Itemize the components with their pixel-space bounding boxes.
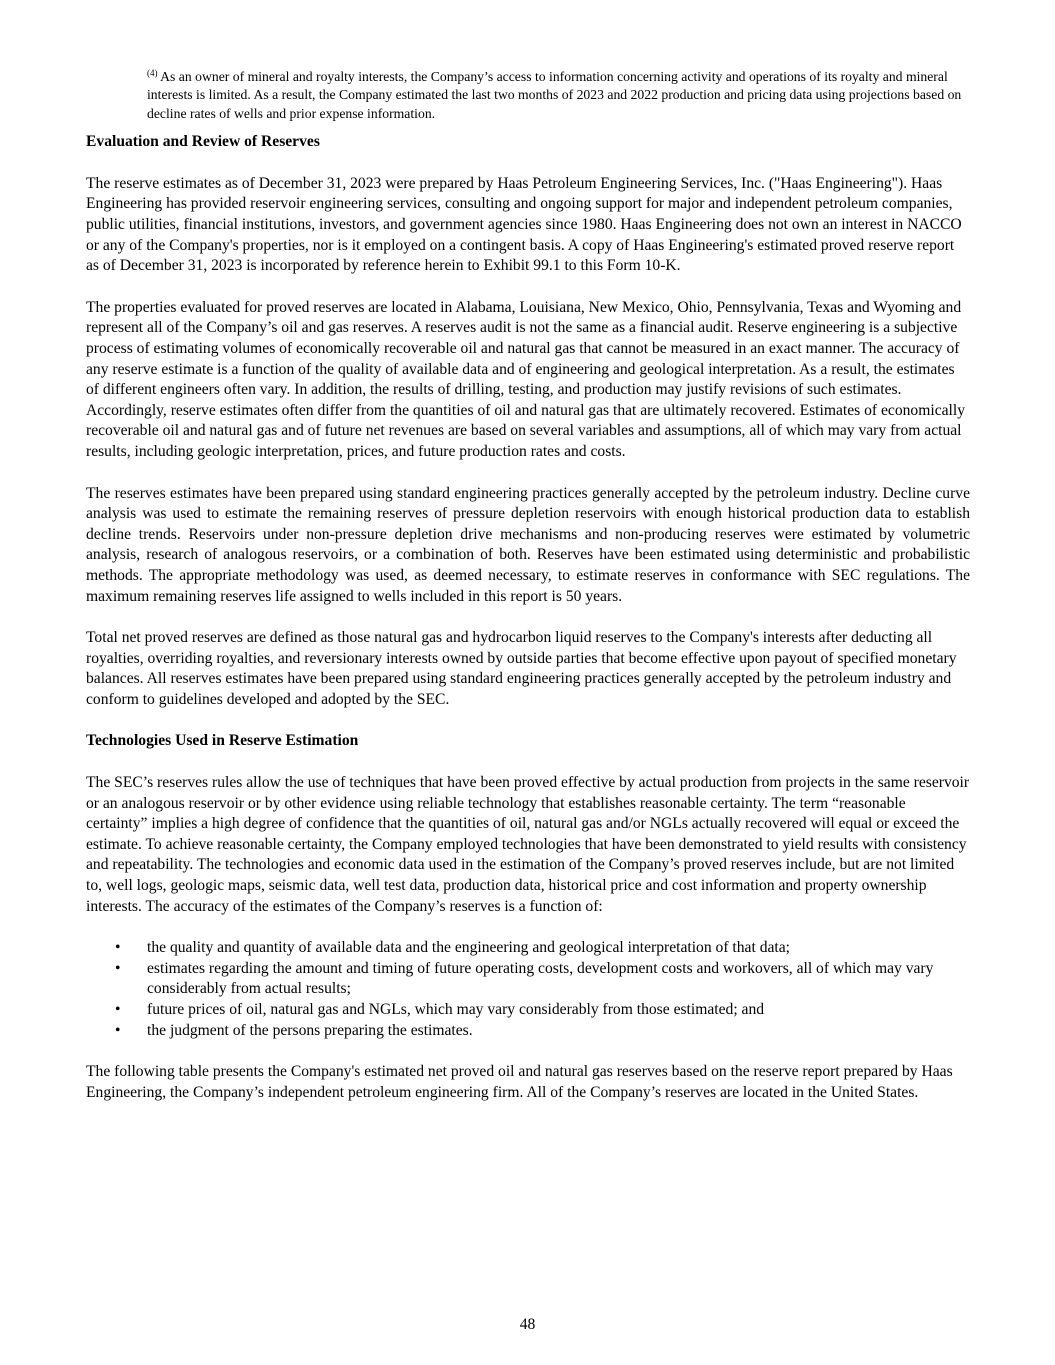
footnote-4 [147,68,970,123]
list-item-text: the quality and quantity of available data and the engineering and geological interpretation of that data; [147,939,791,957]
evaluation-paragraph-1: The reserve estimates as of December 31, 2023 were prepared by Haas Petroleum Engineering Services, Inc. ("Haas Engineering"). Haas Engineering has provided reservoir engineering services, consulting and ongoing support for major and independent petroleum companies, public utilities, financial institutions, investors, and government agencies since 1980. Haas Engineering does not own an interest in NACCO or any of the Company's properties, nor is it employed on a contingent basis. A copy of Haas Engineering's estimated proved reserve report as of December 31, 2023 is incorporated by reference herein to Exhibit 99.1 to this Form 10-K. [86,174,962,275]
page-number: 48 [519,1316,536,1333]
bullet-icon: • [115,1001,121,1018]
list-item [86,1000,970,1021]
accuracy-factors-list [86,938,970,1041]
list-item [86,959,970,1000]
document-page [86,68,970,1103]
technologies-intro: The SEC’s reserves rules allow the use of techniques that have been proved effective by actual production from projects in the same reservoir or an analogous reservoir or by other evidence using reliable technology that establishes reasonable certainty. The term “reasonable certainty” implies a high degree of confidence that the quantities of oil, natural gas and/or NGLs actually recovered will equal or exceed the estimate. To achieve reasonable certainty, the Company employed technologies that have been demonstrated to yield results with consistency and repeatability. The technologies and economic data used in the estimation of the Company’s proved reserves include, but are not limited to, well logs, geologic maps, seismic data, well test data, production data, historical price and cost information and property ownership interests. The accuracy of the estimates of the Company’s reserves is a function of: [86,774,970,915]
technologies-closing: The following table presents the Company's estimated net proved oil and natural gas reserves based on the reserve report prepared by Haas Engineering, the Company’s independent petroleum engineering firm. All of the Company’s reserves are located in the United States. [86,1063,953,1101]
bullet-icon: • [115,959,121,977]
list-item-text: the judgment of the persons preparing the estimates. [147,1021,473,1039]
list-item-text: estimates regarding the amount and timing of future operating costs, development costs and workovers, all of which may vary considerably from actual results; [147,959,934,998]
bullet-icon: • [115,1021,121,1039]
list-item [86,938,970,959]
evaluation-heading: Evaluation and Review of Reserves [86,133,320,151]
bullet-icon: • [115,939,121,957]
footnote-text: As an owner of mineral and royalty interests, the Company’s access to information concerning activity and operations of its royalty and mineral interests is limited. As a result, the Company estimated the last two months of 2023 and 2022 production and pricing data using projections based on decline rates of wells and prior expense information. [147,69,962,121]
evaluation-paragraph-2: The properties evaluated for proved reserves are located in Alabama, Louisiana, New Mexico, Ohio, Pennsylvania, Texas and Wyoming and represent all of the Company’s oil and gas reserves. A reserves audit is not the same as a financial audit. Reserve engineering is a subjective process of estimating volumes of economically recoverable oil and natural gas that cannot be measured in an exact manner. The accuracy of any reserve estimate is a function of the quality of available data and of engineering and geological interpretation. As a result, the estimates of different engineers often vary. In addition, the results of drilling, testing, and production may justify revisions of such estimates. Accordingly, reserve estimates often differ from the quantities of oil and natural gas that are ultimately recovered. Estimates of economically recoverable oil and natural gas and of future net revenues are based on several variables and assumptions, all of which may vary from actual results, including geologic interpretation, prices, and future production rates and costs. [86,298,965,460]
technologies-heading: Technologies Used in Reserve Estimation [86,732,359,750]
evaluation-paragraph-3: The reserves estimates have been prepared using standard engineering practices generally accepted by the petroleum industry. Decline curve analysis was used to estimate the remaining reserves of pressure depletion reservoirs with enough historical production data to establish decline trends. Reservoirs under non-pressure depletion drive mechanisms and non-producing reserves were estimated by volumetric analysis, research of analogous reservoirs, or a combination of both. Reserves have been estimated using deterministic and probabilistic methods. The appropriate methodology was used, as deemed necessary, to estimate reserves in conformance with SEC regulations. The maximum remaining reserves life assigned to wells included in this report is 50 years. [86,484,970,605]
footnote-marker: (4) [147,68,158,78]
list-item-text: future prices of oil, natural gas and NGLs, which may vary considerably from those estimated; and [147,1001,765,1018]
list-item [86,1021,970,1042]
evaluation-paragraph-4: Total net proved reserves are defined as those natural gas and hydrocarbon liquid reserves to the Company's interests after deducting all royalties, overriding royalties, and reversionary interests owned by outside parties that become effective upon payout of specified monetary balances. All reserves estimates have been prepared using standard engineering practices generally accepted by the petroleum industry and conform to guidelines developed and adopted by the SEC. [86,629,957,708]
